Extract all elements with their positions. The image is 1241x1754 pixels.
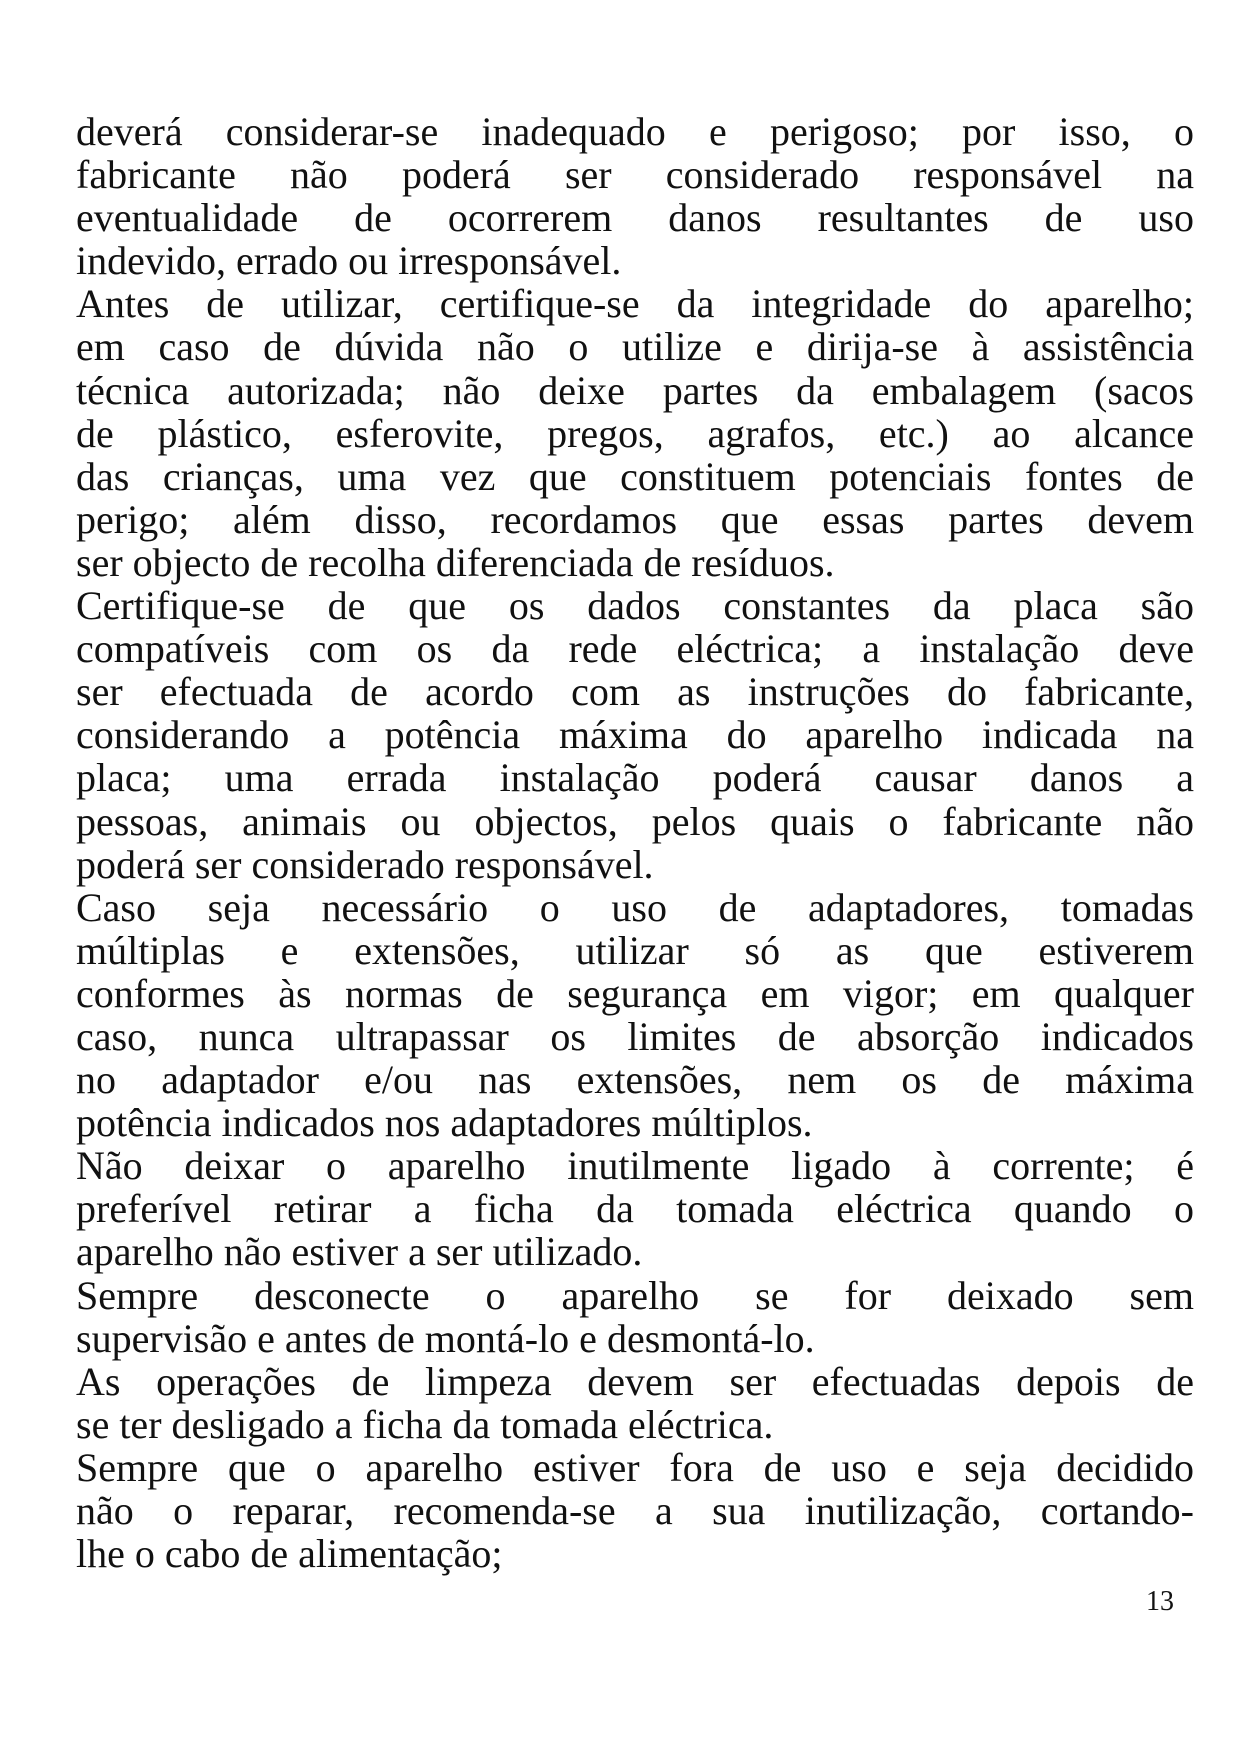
text-line: conformes às normas de segurança em vigor; em qualquer — [76, 970, 1194, 1016]
text-line: não o reparar, recomenda-se a sua inutilização, cortando- — [76, 1488, 1194, 1533]
text-line: em caso de dúvida não o utilize e dirija-se à assistência — [76, 324, 1194, 370]
text-line: As operações de limpeza devem ser efectuadas depois de — [76, 1358, 1194, 1404]
text-line: Sempre que o aparelho estiver fora de uso e seja decidido — [76, 1444, 1194, 1490]
page-number: 13 — [1146, 1586, 1174, 1617]
text-line: fabricante não poderá ser considerado responsável na — [76, 152, 1194, 198]
text-line: se ter desligado a ficha da tomada eléctrica. — [76, 1401, 774, 1447]
text-line: indevido, errado ou irresponsável. — [76, 238, 622, 284]
text-line: Caso seja necessário o uso de adaptadores, tomadas — [76, 884, 1194, 930]
text-line: lhe o cabo de alimentação; — [76, 1531, 503, 1577]
text-line: compatíveis com os da rede eléctrica; a instalação deve — [76, 626, 1194, 672]
body-text — [76, 110, 1194, 1575]
text-line: Certifique-se de que os dados constantes da placa são — [76, 583, 1194, 629]
paragraph-cleaning — [76, 1360, 1194, 1446]
text-line: preferível retirar a ficha da tomada eléctrica quando o — [76, 1186, 1194, 1232]
text-line: ser objecto de recolha diferenciada de resíduos. — [76, 539, 835, 585]
paragraph-adapters — [76, 886, 1194, 1145]
text-line: técnica autorizada; não deixe partes da embalagem (sacos — [76, 367, 1194, 413]
text-line: pessoas, animais ou objectos, pelos quais o fabricante não — [76, 798, 1194, 844]
paragraph-unplug — [76, 1144, 1194, 1273]
text-line: caso, nunca ultrapassar os limites de absorção indicados — [76, 1013, 1194, 1059]
text-line: múltiplas e extensões, utilizar só as que estiverem — [76, 927, 1194, 973]
text-line: no adaptador e/ou nas extensões, nem os de máxima — [76, 1057, 1194, 1103]
text-line: supervisão e antes de montá-lo e desmontá-lo. — [76, 1315, 815, 1361]
text-line: Não deixar o aparelho inutilmente ligado à corrente; é — [76, 1143, 1194, 1189]
text-line: poderá ser considerado responsável. — [76, 841, 654, 887]
text-line: potência indicados nos adaptadores múltiplos. — [76, 1100, 813, 1146]
text-line: Sempre desconecte o aparelho se for deixado sem — [76, 1272, 1194, 1318]
text-line: eventualidade de ocorrerem danos resultantes de uso — [76, 195, 1194, 241]
text-line: das crianças, uma vez que constituem potenciais fontes de — [76, 453, 1194, 499]
text-line: aparelho não estiver a ser utilizado. — [76, 1229, 643, 1275]
paragraph-before-use — [76, 282, 1194, 584]
paragraph-inadequate-use — [76, 110, 1194, 282]
paragraph-rating-plate — [76, 584, 1194, 886]
text-line: ser efectuada de acordo com as instruções do fabricante, — [76, 669, 1194, 715]
text-line: perigo; além disso, recordamos que essas partes devem — [76, 496, 1194, 542]
text-line: de plástico, esferovite, pregos, agrafos, etc.) ao alcance — [76, 410, 1194, 456]
text-line: considerando a potência máxima do aparelho indicada na — [76, 712, 1194, 758]
text-line: placa; uma errada instalação poderá causar danos a — [76, 755, 1194, 801]
text-line: Antes de utilizar, certifique-se da integridade do aparelho; — [76, 281, 1194, 327]
paragraph-disposal — [76, 1446, 1194, 1575]
paragraph-disconnect — [76, 1274, 1194, 1360]
text-line: deverá considerar-se inadequado e perigoso; por isso, o — [76, 109, 1194, 154]
